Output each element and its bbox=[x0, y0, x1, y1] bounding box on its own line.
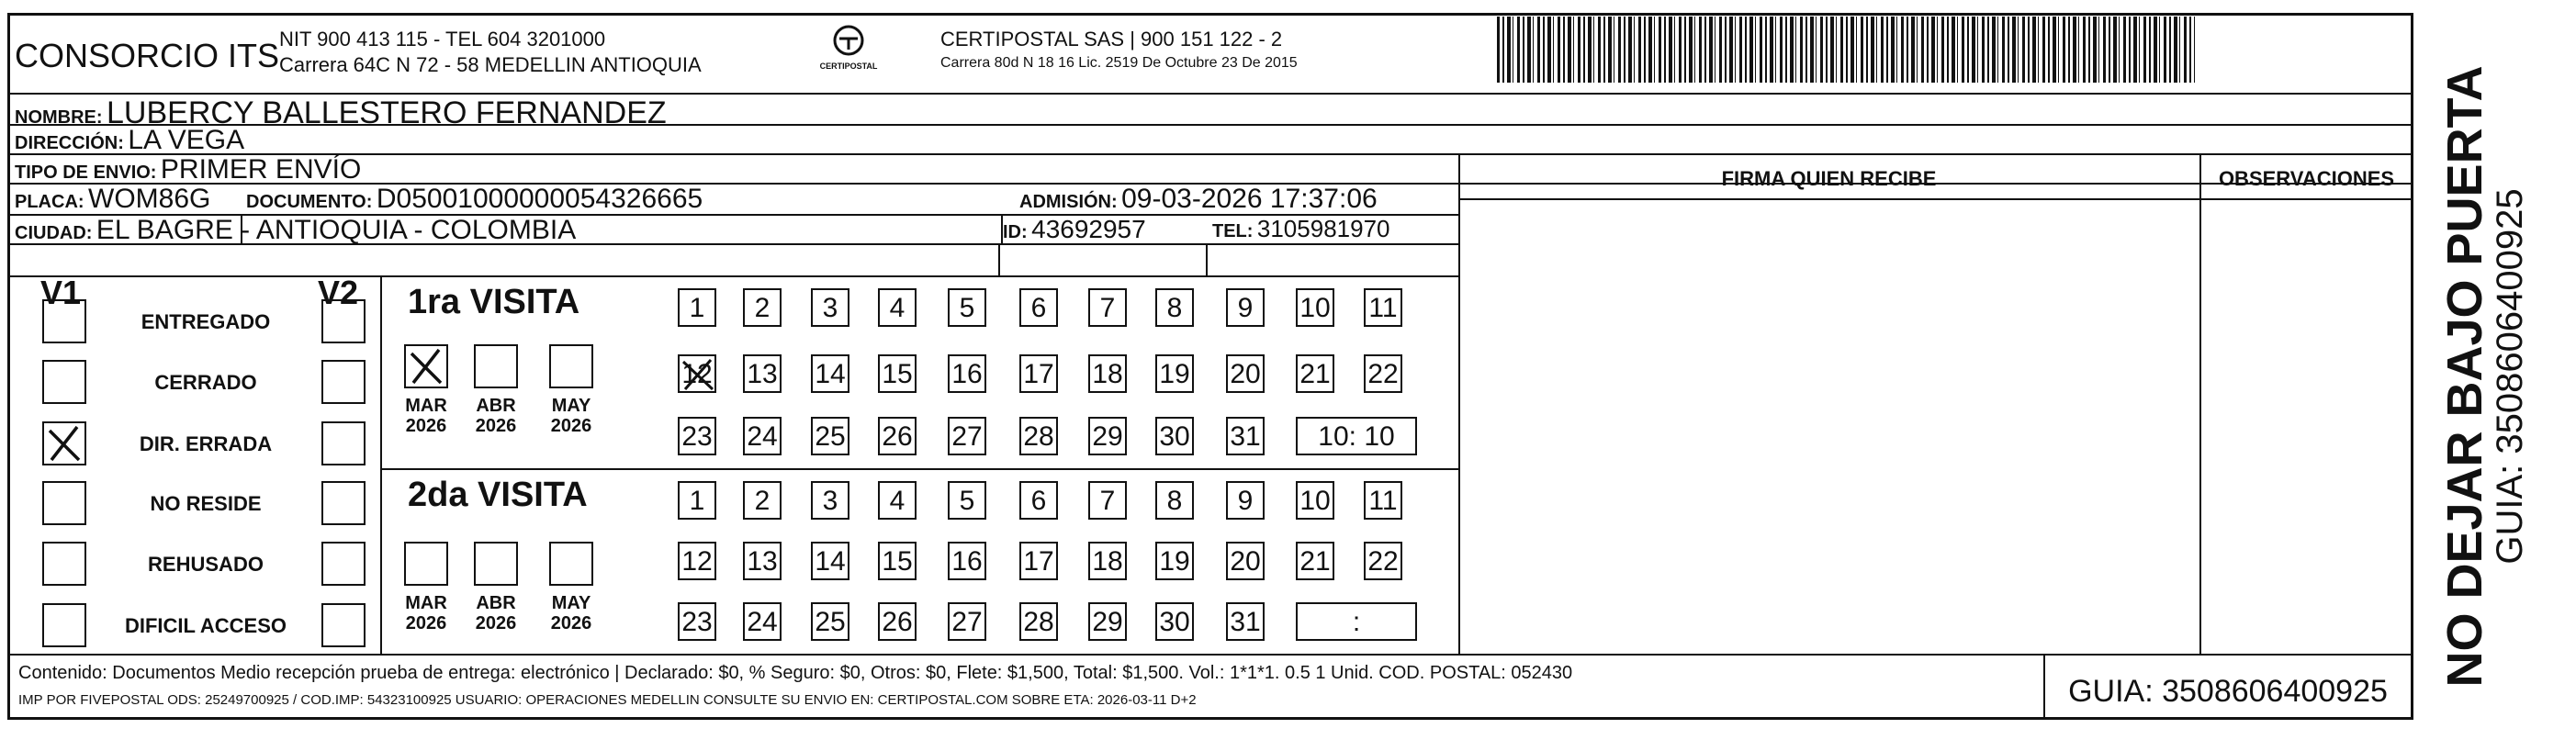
day-box[interactable]: 16 bbox=[948, 354, 986, 393]
documento-label: DOCUMENTO: bbox=[246, 192, 373, 212]
ciudad-value: EL BAGRE - ANTIOQUIA - COLOMBIA bbox=[96, 215, 577, 245]
day-box[interactable]: 26 bbox=[878, 417, 917, 455]
tipo-envio-value: PRIMER ENVÍO bbox=[160, 154, 362, 185]
day-box[interactable]: 27 bbox=[948, 602, 986, 641]
footer-line2: IMP POR FIVEPOSTAL ODS: 25249700925 / COD.IMP: 54323100925 USUARIO: OPERACIONES MEDELLIN CONSULTE SU ENVIO EN: CERTIPOSTAL.COM SOBRE ETA: 2026-03-11 D+2 bbox=[18, 692, 1197, 708]
side-warning: NO DEJAR BAJO PUERTA bbox=[2437, 65, 2492, 688]
v2-checkbox[interactable] bbox=[321, 542, 366, 586]
status-label: REHUSADO bbox=[148, 553, 264, 576]
logo-caption: CERTIPOSTAL bbox=[819, 62, 878, 71]
v1-checkbox[interactable] bbox=[42, 542, 86, 586]
nombre-value: LUBERCY BALLESTERO FERNANDEZ bbox=[107, 95, 667, 130]
day-box[interactable]: 30 bbox=[1155, 417, 1194, 455]
nombre-label: NOMBRE: bbox=[15, 107, 103, 128]
v2-label: V2 bbox=[318, 274, 359, 311]
v2-checkbox[interactable] bbox=[321, 421, 366, 465]
day-box[interactable]: 4 bbox=[878, 481, 917, 520]
day-box[interactable]: 1 bbox=[678, 288, 716, 327]
month-year: 2026 bbox=[550, 613, 592, 633]
placa-value: WOM86G bbox=[88, 184, 211, 214]
day-box[interactable]: 24 bbox=[743, 417, 782, 455]
tel-value: 3105981970 bbox=[1256, 215, 1390, 242]
day-box[interactable]: 2 bbox=[743, 481, 782, 520]
day-box[interactable]: 5 bbox=[948, 481, 986, 520]
v1-checkbox[interactable] bbox=[42, 360, 86, 404]
v2-checkbox[interactable] bbox=[321, 299, 366, 343]
day-box[interactable]: 14 bbox=[811, 354, 849, 393]
day-box[interactable]: 20 bbox=[1226, 542, 1265, 580]
side-text bbox=[2439, 65, 2529, 687]
id-row bbox=[1003, 215, 1146, 244]
day-box[interactable]: 3 bbox=[811, 288, 849, 327]
day-box[interactable]: 12 bbox=[678, 354, 716, 393]
day-box[interactable]: 2 bbox=[743, 288, 782, 327]
day-box[interactable]: 20 bbox=[1226, 354, 1265, 393]
day-box[interactable]: 13 bbox=[743, 542, 782, 580]
month-label: MAR bbox=[405, 593, 447, 613]
month-label: MAY bbox=[551, 593, 591, 613]
status-label: ENTREGADO bbox=[141, 310, 271, 333]
day-box[interactable]: 15 bbox=[878, 354, 917, 393]
placa-row bbox=[15, 184, 210, 215]
day-box[interactable]: 14 bbox=[811, 542, 849, 580]
day-box[interactable]: 19 bbox=[1155, 542, 1194, 580]
v1-checkbox[interactable] bbox=[42, 299, 86, 343]
month-checkbox[interactable] bbox=[549, 344, 593, 388]
day-box[interactable]: 5 bbox=[948, 288, 986, 327]
placa-label: PLACA: bbox=[15, 192, 84, 212]
direccion-row bbox=[15, 125, 244, 156]
direccion-label: DIRECCIÓN: bbox=[15, 133, 124, 153]
day-box[interactable]: 27 bbox=[948, 417, 986, 455]
day-box[interactable]: 31 bbox=[1226, 417, 1265, 455]
day-box[interactable]: 29 bbox=[1088, 417, 1127, 455]
tel-label: TEL: bbox=[1212, 221, 1254, 241]
day-box[interactable]: 16 bbox=[948, 542, 986, 580]
month-label: ABR bbox=[476, 593, 516, 613]
day-box[interactable]: 24 bbox=[743, 602, 782, 641]
month-checkbox[interactable] bbox=[474, 542, 518, 586]
status-label: DIFICIL ACCESO bbox=[124, 614, 287, 637]
day-box[interactable]: 9 bbox=[1226, 481, 1265, 520]
day-box[interactable]: 7 bbox=[1088, 288, 1127, 327]
day-box[interactable]: 8 bbox=[1155, 481, 1194, 520]
admision-label: ADMISIÓN: bbox=[1019, 192, 1118, 212]
day-box[interactable]: 25 bbox=[811, 417, 849, 455]
day-box[interactable]: 11 bbox=[1364, 481, 1402, 520]
day-box[interactable]: 29 bbox=[1088, 602, 1127, 641]
month-checkbox[interactable] bbox=[549, 542, 593, 586]
admision-value: 09-03-2026 17:37:06 bbox=[1121, 184, 1378, 214]
day-box[interactable]: 12 bbox=[678, 542, 716, 580]
firma-label: FIRMA QUIEN RECIBE bbox=[1721, 167, 1937, 190]
day-box[interactable]: 3 bbox=[811, 481, 849, 520]
day-box[interactable]: 19 bbox=[1155, 354, 1194, 393]
v1-checkbox[interactable] bbox=[42, 603, 86, 647]
day-box[interactable]: 10 bbox=[1296, 481, 1334, 520]
day-box[interactable]: 1 bbox=[678, 481, 716, 520]
day-box[interactable]: 21 bbox=[1296, 542, 1334, 580]
day-box[interactable]: 17 bbox=[1019, 354, 1058, 393]
month-year: 2026 bbox=[475, 613, 517, 633]
footer-guia: GUIA: 3508606400925 bbox=[2068, 674, 2388, 709]
month-checkbox[interactable] bbox=[404, 542, 448, 586]
direccion-value: LA VEGA bbox=[128, 125, 245, 155]
day-box[interactable]: 9 bbox=[1226, 288, 1265, 327]
ciudad-label: CIUDAD: bbox=[15, 223, 93, 243]
day-box[interactable]: 13 bbox=[743, 354, 782, 393]
status-label: DIR. ERRADA bbox=[139, 432, 273, 455]
day-box[interactable]: 15 bbox=[878, 542, 917, 580]
day-box[interactable]: 6 bbox=[1019, 481, 1058, 520]
tipo-envio-row bbox=[15, 154, 361, 185]
company-name: CONSORCIO ITS bbox=[15, 37, 280, 74]
day-box[interactable]: 22 bbox=[1364, 354, 1402, 393]
month-year: 2026 bbox=[475, 416, 517, 436]
v2-checkbox[interactable] bbox=[321, 360, 366, 404]
status-label: CERRADO bbox=[154, 371, 257, 394]
day-box[interactable]: 11 bbox=[1364, 288, 1402, 327]
carrier-info-line2: Carrera 80d N 18 16 Lic. 2519 De Octubre 23 De 2015 bbox=[940, 55, 1298, 71]
id-label: ID: bbox=[1003, 222, 1028, 242]
time-box[interactable]: : bbox=[1296, 602, 1417, 641]
day-box[interactable]: 25 bbox=[811, 602, 849, 641]
footer-line1: Contenido: Documentos Medio recepción prueba de entrega: electrónico | Declarado: $0, % Seguro: $0, Otros: $0, Flete: $1,500, Total: $1,500. Vol.: 1*1*1. 0.5 1 Unid. COD. POSTAL: 052430 bbox=[18, 663, 1573, 683]
day-box[interactable]: 6 bbox=[1019, 288, 1058, 327]
month-label: MAY bbox=[551, 396, 591, 416]
side-guia: GUIA: 3508606400925 bbox=[2490, 188, 2530, 565]
month-label: ABR bbox=[476, 396, 516, 416]
day-box[interactable]: 7 bbox=[1088, 481, 1127, 520]
month-label: MAR bbox=[405, 396, 447, 416]
day-box[interactable]: 4 bbox=[878, 288, 917, 327]
documento-row bbox=[246, 184, 703, 215]
day-box[interactable]: 18 bbox=[1088, 354, 1127, 393]
day-box[interactable]: 21 bbox=[1296, 354, 1334, 393]
day-box[interactable]: 28 bbox=[1019, 417, 1058, 455]
day-box[interactable]: 22 bbox=[1364, 542, 1402, 580]
observaciones-label: OBSERVACIONES bbox=[2218, 167, 2395, 190]
ciudad-row bbox=[15, 215, 576, 246]
day-box[interactable]: 26 bbox=[878, 602, 917, 641]
company-info-line2: Carrera 64C N 72 - 58 MEDELLIN ANTIOQUIA bbox=[279, 53, 702, 76]
time-box[interactable]: 10: 10 bbox=[1296, 417, 1417, 455]
day-box[interactable]: 23 bbox=[678, 602, 716, 641]
visit2-title: 2da VISITA bbox=[408, 476, 588, 514]
id-value: 43692957 bbox=[1031, 215, 1146, 243]
tel-row bbox=[1212, 215, 1390, 243]
company-info-line1: NIT 900 413 115 - TEL 604 3201000 bbox=[279, 28, 606, 50]
visit1-title: 1ra VISITA bbox=[408, 283, 580, 321]
v2-checkbox[interactable] bbox=[321, 603, 366, 647]
day-box[interactable]: 18 bbox=[1088, 542, 1127, 580]
v2-checkbox[interactable] bbox=[321, 481, 366, 525]
v1-label: V1 bbox=[40, 274, 82, 311]
v1-checkbox[interactable] bbox=[42, 481, 86, 525]
day-box[interactable]: 23 bbox=[678, 417, 716, 455]
v1-checkbox[interactable] bbox=[42, 421, 86, 465]
day-box[interactable]: 17 bbox=[1019, 542, 1058, 580]
status-label: NO RESIDE bbox=[150, 492, 262, 515]
month-checkbox[interactable] bbox=[404, 344, 448, 388]
admision-row bbox=[1019, 184, 1378, 215]
month-year: 2026 bbox=[405, 416, 447, 436]
carrier-info-line1: CERTIPOSTAL SAS | 900 151 122 - 2 bbox=[940, 28, 1283, 50]
documento-value: D05001000000054326665 bbox=[376, 184, 703, 214]
month-checkbox[interactable] bbox=[474, 344, 518, 388]
tipo-envio-label: TIPO DE ENVIO: bbox=[15, 163, 157, 183]
day-box[interactable]: 8 bbox=[1155, 288, 1194, 327]
month-year: 2026 bbox=[550, 416, 592, 436]
day-box[interactable]: 31 bbox=[1226, 602, 1265, 641]
day-box[interactable]: 28 bbox=[1019, 602, 1058, 641]
day-box[interactable]: 10 bbox=[1296, 288, 1334, 327]
day-box[interactable]: 30 bbox=[1155, 602, 1194, 641]
month-year: 2026 bbox=[405, 613, 447, 633]
